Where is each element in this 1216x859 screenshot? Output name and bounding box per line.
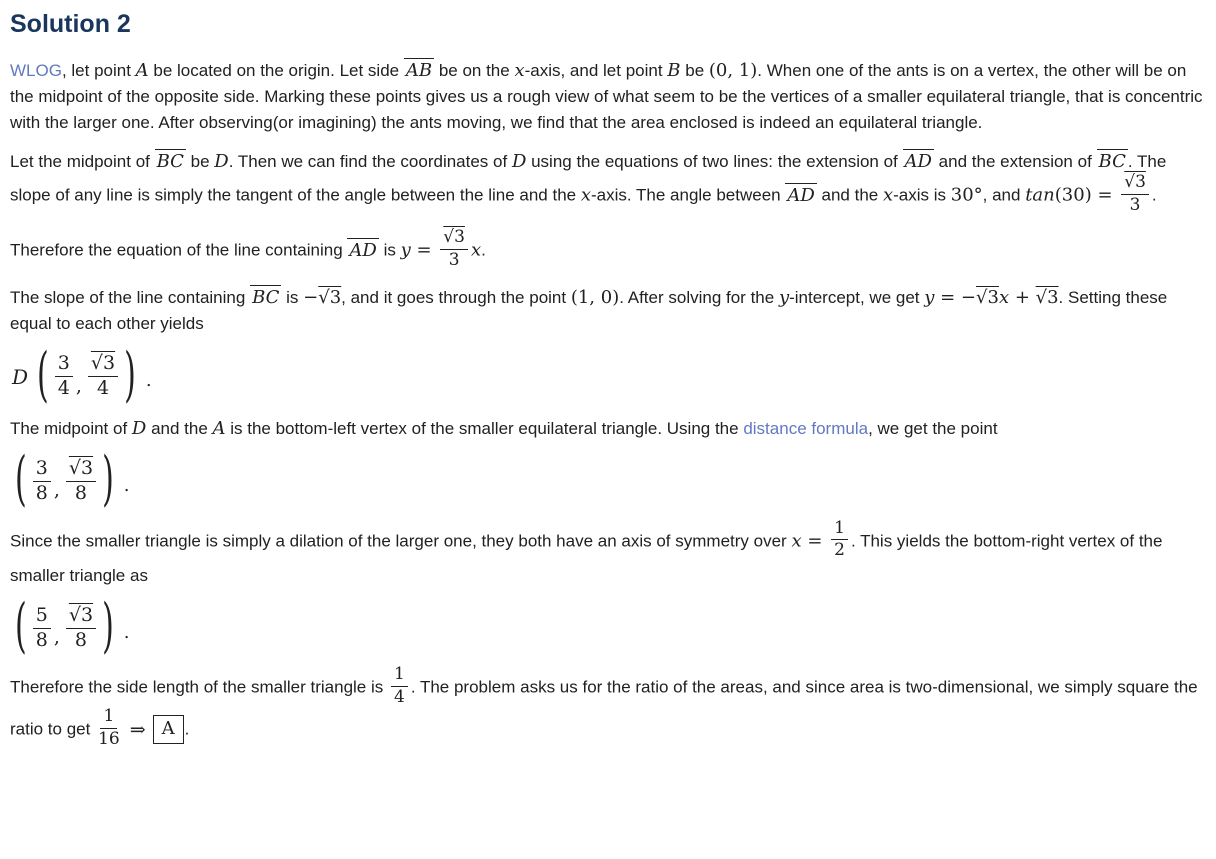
math-expr: (0, 1)	[708, 60, 758, 81]
big-paren-left: (	[37, 341, 49, 410]
text-run: -axis. The angle between	[590, 185, 786, 205]
paragraph-intro	[10, 58, 1204, 136]
math-var: D	[131, 417, 147, 439]
math-comma: ,	[53, 626, 60, 648]
text-run: is the bottom-left vertex of the smaller equilateral triangle. Using the	[225, 418, 744, 438]
fraction	[98, 707, 120, 749]
sqrt-expr: √3	[318, 287, 342, 309]
math-var: x	[882, 184, 894, 206]
math-var: B	[667, 60, 681, 81]
fraction-numerator: 1	[100, 707, 117, 729]
fraction	[33, 605, 51, 652]
big-paren-left: (	[15, 592, 27, 662]
math-var: x	[998, 287, 1010, 309]
text-run: .	[184, 719, 190, 739]
overline-segment: AD	[349, 239, 377, 261]
math-var: x	[791, 530, 802, 552]
fraction-numerator: √3	[66, 458, 96, 482]
section-title: Solution 2	[10, 10, 131, 38]
fraction-numerator: 3	[55, 353, 73, 377]
fraction	[55, 353, 73, 400]
fraction-numerator: 1	[391, 665, 408, 687]
text-run: The slope of the line containing	[10, 288, 251, 308]
text-run: The midpoint of	[10, 418, 132, 438]
equation-point-d	[12, 341, 1204, 410]
fraction	[88, 353, 118, 400]
fraction-numerator: √3	[66, 605, 96, 629]
overline-segment: AD	[904, 151, 932, 172]
fraction	[831, 519, 848, 561]
text-run: . After solving for the	[619, 288, 779, 308]
text-run: is	[281, 288, 304, 308]
text-run: . The slope of any line is simply the tangent of the angle between the line and the	[10, 152, 1167, 205]
text-run: , let point	[61, 61, 136, 80]
fraction	[33, 458, 51, 505]
text-run: . When one of the ants is on a vertex, the other will be on the midpoint of the opposite side. Marking these points gives us a rough view of what seem to be the vertices of a smaller equilateral triangle, that is concentric with the larger one. After observing(or imagining) the ants moving, we find that the area enclosed is indeed an equilateral triangle.	[10, 61, 1203, 132]
math-var: y	[778, 287, 790, 309]
text-run: .	[481, 240, 486, 260]
fraction-denominator: 8	[74, 628, 87, 651]
math-plus: +	[1009, 287, 1036, 309]
fraction-denominator: 2	[834, 540, 845, 561]
math-period: .	[123, 474, 130, 496]
math-var: D	[214, 151, 229, 172]
sqrt-expr: √3	[1035, 287, 1059, 309]
text-run: . This yields the bottom-right vertex of the smaller triangle as	[10, 531, 1163, 585]
math-equals: =	[1091, 184, 1119, 206]
fraction	[66, 605, 96, 652]
text-run: .	[1151, 185, 1157, 205]
implies-arrow: ⇒	[129, 719, 146, 742]
paragraph-line-bc	[10, 285, 1204, 337]
math-var: x	[580, 184, 591, 206]
text-run: Since the smaller triangle is simply a dilation of the larger one, they both have an axis of symmetry over	[10, 531, 792, 551]
fraction-denominator: 16	[98, 728, 120, 749]
text-run: and the	[146, 418, 213, 438]
fraction-denominator: 4	[96, 377, 110, 400]
fraction-denominator: 8	[35, 481, 48, 504]
text-run: using the equations of two lines: the extension of	[526, 152, 903, 171]
overline-segment: BC	[252, 287, 280, 309]
paragraph-midpoint	[10, 149, 1204, 217]
text-run: . Then we can find the coordinates of	[228, 152, 512, 171]
text-run: and the	[816, 185, 883, 205]
text-run: be	[680, 61, 709, 80]
paragraph-midpoint-vertex	[10, 416, 1204, 442]
fraction-denominator: 3	[448, 249, 460, 270]
text-run: be	[185, 152, 215, 171]
fraction-denominator: 4	[57, 377, 70, 400]
math-period: .	[145, 370, 152, 392]
boxed-answer: A	[153, 715, 184, 744]
math-var: D	[511, 151, 527, 172]
math-var: y	[924, 287, 935, 309]
text-run: . The problem asks us for the ratio of the areas, and since area is two-dimensional, we simply square the ratio to get	[10, 677, 1198, 739]
text-run: , and	[982, 185, 1026, 205]
overline-segment: BC	[156, 151, 184, 172]
text-run: Therefore the side length of the smaller triangle is	[10, 677, 388, 697]
big-paren-left: (	[15, 446, 27, 515]
text-run: Therefore the equation of the line containing	[10, 240, 348, 260]
math-equals: = −	[934, 287, 977, 309]
math-expr: (1, 0)	[570, 287, 620, 309]
fraction-numerator: √3	[1121, 173, 1149, 195]
math-equals: =	[801, 530, 829, 552]
fraction-numerator: 3	[33, 458, 51, 482]
fraction	[66, 458, 96, 505]
distance-formula-link[interactable]: distance formula	[743, 418, 869, 438]
fraction-numerator: 5	[33, 605, 51, 629]
text-run: -axis is	[893, 185, 951, 205]
paragraph-conclusion	[10, 664, 1204, 751]
fraction-numerator: √3	[440, 228, 468, 250]
fraction-numerator: √3	[88, 353, 118, 377]
math-var: y	[400, 239, 411, 261]
text-run: and the extension of	[933, 152, 1097, 171]
text-run: be on the	[434, 61, 515, 80]
fraction-numerator: 1	[831, 519, 848, 541]
paragraph-line-ad	[10, 227, 1204, 272]
wlog-link[interactable]: WLOG	[10, 61, 62, 80]
math-expr: 30°	[950, 184, 983, 206]
math-comma: ,	[75, 374, 82, 397]
paragraph-dilation	[10, 517, 1204, 589]
text-run: , we get the point	[868, 418, 998, 438]
overline-segment: AB	[405, 60, 433, 81]
text-run: be located on the origin. Let side	[148, 61, 404, 80]
big-paren-right: )	[124, 341, 136, 410]
math-var: A	[135, 60, 149, 81]
fraction-denominator: 8	[74, 481, 87, 504]
big-paren-right: )	[102, 446, 114, 515]
text-run: is	[378, 240, 401, 260]
text-run: -axis, and let point	[524, 61, 668, 80]
big-paren-right: )	[102, 592, 114, 662]
overline-segment: BC	[1098, 151, 1126, 172]
math-var: A	[212, 417, 226, 439]
math-comma: ,	[53, 479, 60, 502]
math-var: tan	[1025, 184, 1055, 206]
overline-segment: AD	[787, 184, 815, 206]
fraction	[1121, 173, 1149, 215]
text-run: Let the midpoint of	[10, 152, 155, 171]
math-minus: −	[303, 287, 319, 309]
sqrt-expr: √3	[976, 287, 999, 309]
math-expr: (30)	[1054, 184, 1092, 206]
math-equals: =	[410, 239, 438, 261]
math-period: .	[123, 621, 130, 643]
equation-point-bottom-left	[12, 446, 1204, 515]
fraction	[440, 228, 468, 270]
fraction-denominator: 3	[1129, 194, 1141, 215]
math-var: x	[470, 239, 482, 261]
math-var: D	[12, 364, 29, 389]
text-run: , and it goes through the point	[341, 288, 571, 308]
fraction-denominator: 8	[35, 628, 48, 651]
fraction	[391, 665, 408, 707]
fraction-denominator: 4	[393, 686, 405, 707]
math-var: x	[514, 60, 525, 81]
text-run: . Setting these equal to each other yields	[10, 288, 1168, 334]
text-run: -intercept, we get	[789, 288, 925, 308]
equation-point-bottom-right	[12, 592, 1204, 662]
